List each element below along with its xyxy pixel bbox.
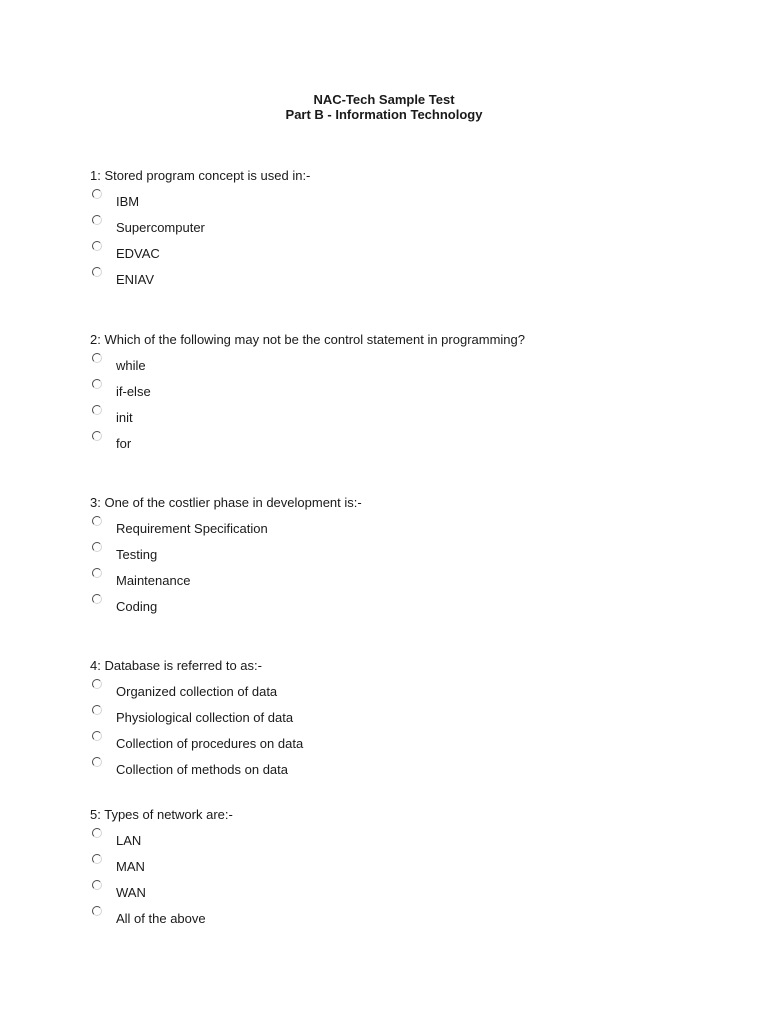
option-2a[interactable] <box>90 350 730 376</box>
radio-button-icon[interactable] <box>92 189 102 199</box>
radio-button-icon[interactable] <box>92 542 102 552</box>
option-3d[interactable] <box>90 591 730 617</box>
question-1 <box>90 168 730 290</box>
option-4d[interactable] <box>90 754 730 780</box>
option-label: Maintenance <box>116 573 191 588</box>
question-text: 5: Types of network are:- <box>90 807 233 822</box>
option-label: if-else <box>116 384 151 399</box>
option-5d[interactable] <box>90 903 730 929</box>
radio-button-icon[interactable] <box>92 594 102 604</box>
option-4a[interactable] <box>90 676 730 702</box>
option-3b[interactable] <box>90 539 730 565</box>
option-label: Coding <box>116 599 158 614</box>
option-label: init <box>116 410 133 425</box>
radio-button-icon[interactable] <box>92 568 102 578</box>
option-5a[interactable] <box>90 825 730 851</box>
option-1d[interactable] <box>90 264 730 290</box>
question-text: 2: Which of the following may not be the control statement in programming? <box>90 332 525 347</box>
option-label: ENIAV <box>116 272 155 287</box>
option-1c[interactable] <box>90 238 730 264</box>
question-5 <box>90 807 730 929</box>
radio-button-icon[interactable] <box>92 705 102 715</box>
option-4c[interactable] <box>90 728 730 754</box>
radio-button-icon[interactable] <box>92 880 102 890</box>
option-label: for <box>116 436 132 451</box>
radio-button-icon[interactable] <box>92 431 102 441</box>
radio-button-icon[interactable] <box>92 679 102 689</box>
option-label: EDVAC <box>116 246 160 261</box>
option-5b[interactable] <box>90 851 730 877</box>
option-5c[interactable] <box>90 877 730 903</box>
option-2b[interactable] <box>90 376 730 402</box>
radio-button-icon[interactable] <box>92 379 102 389</box>
radio-button-icon[interactable] <box>92 906 102 916</box>
option-1b[interactable] <box>90 212 730 238</box>
option-label: LAN <box>116 833 142 848</box>
option-2c[interactable] <box>90 402 730 428</box>
option-label: MAN <box>116 859 145 874</box>
radio-button-icon[interactable] <box>92 854 102 864</box>
option-label: Physiological collection of data <box>116 710 294 725</box>
question-4 <box>90 658 730 780</box>
test-title: NAC-Tech Sample Test <box>313 92 455 107</box>
radio-button-icon[interactable] <box>92 516 102 526</box>
option-label: Collection of procedures on data <box>116 736 304 751</box>
radio-button-icon[interactable] <box>92 828 102 838</box>
option-3a[interactable] <box>90 513 730 539</box>
test-subtitle: Part B - Information Technology <box>285 107 483 122</box>
question-2 <box>90 332 730 454</box>
radio-button-icon[interactable] <box>92 405 102 415</box>
radio-button-icon[interactable] <box>92 241 102 251</box>
radio-button-icon[interactable] <box>92 731 102 741</box>
option-label: Collection of methods on data <box>116 762 288 777</box>
option-label: Testing <box>116 547 158 562</box>
option-label: Organized collection of data <box>116 684 278 699</box>
question-3 <box>90 495 730 617</box>
radio-button-icon[interactable] <box>92 267 102 277</box>
option-4b[interactable] <box>90 702 730 728</box>
question-text: 1: Stored program concept is used in:- <box>90 168 311 183</box>
test-header <box>0 92 768 122</box>
option-label: All of the above <box>116 911 206 926</box>
option-label: while <box>116 358 146 373</box>
option-1a[interactable] <box>90 186 730 212</box>
option-label: WAN <box>116 885 146 900</box>
question-text: 3: One of the costlier phase in development is:- <box>90 495 362 510</box>
radio-button-icon[interactable] <box>92 757 102 767</box>
question-text: 4: Database is referred to as:- <box>90 658 262 673</box>
radio-button-icon[interactable] <box>92 353 102 363</box>
option-3c[interactable] <box>90 565 730 591</box>
radio-button-icon[interactable] <box>92 215 102 225</box>
option-label: Supercomputer <box>116 220 205 235</box>
option-label: IBM <box>116 194 140 209</box>
option-label: Requirement Specification <box>116 521 268 536</box>
option-2d[interactable] <box>90 428 730 454</box>
